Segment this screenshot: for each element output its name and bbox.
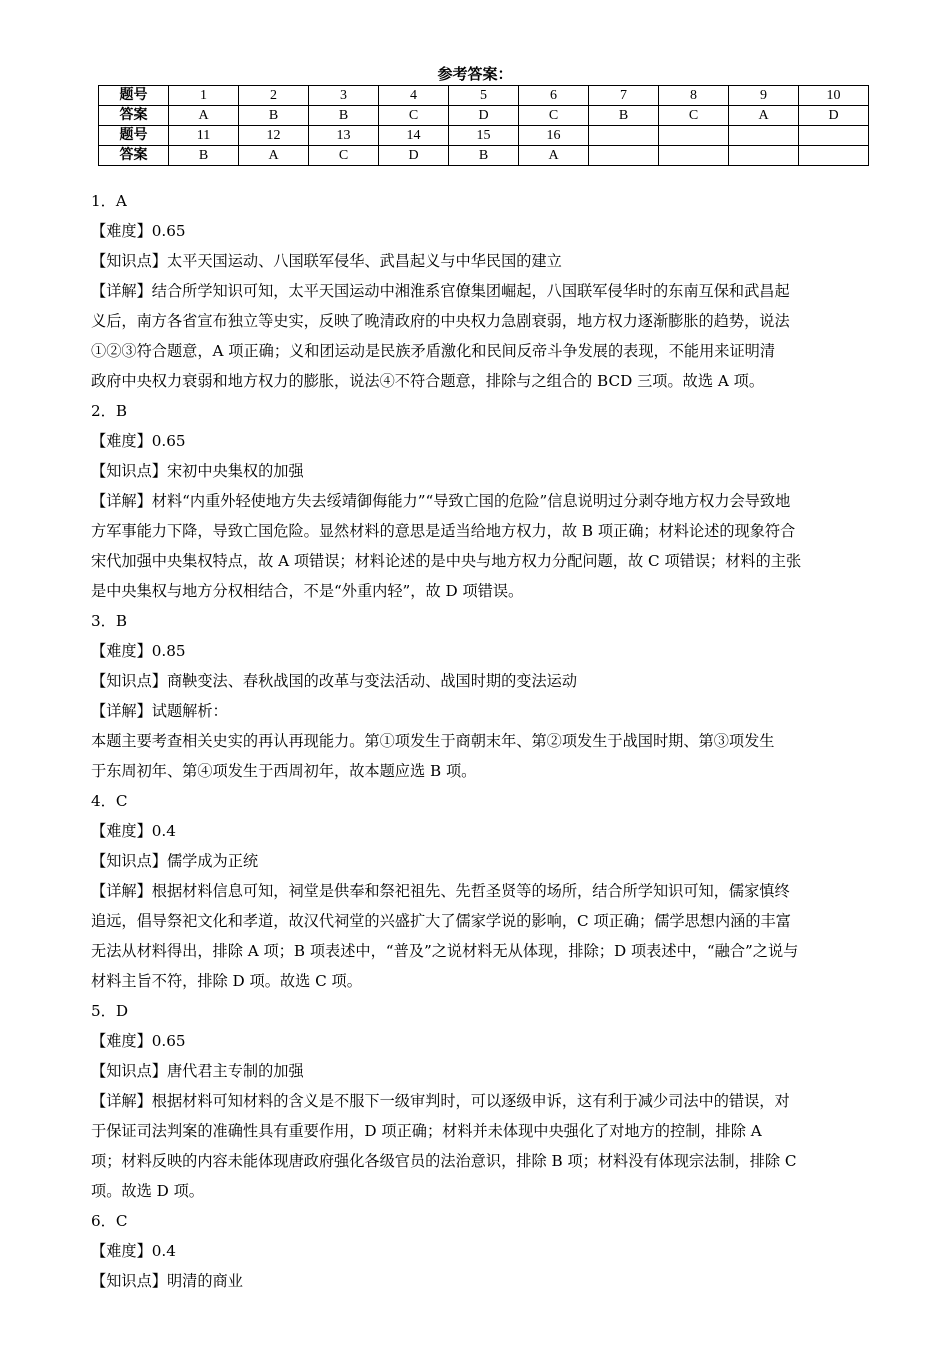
- answer-cell: 3: [309, 86, 379, 106]
- knowledge-point: 【知识点】太平天国运动、八国联军侵华、武昌起义与中华民国的建立: [91, 252, 562, 270]
- page-title: 参考答案：: [437, 65, 513, 83]
- question-block: [91, 396, 863, 606]
- answer-cell: A: [729, 106, 799, 126]
- answer-cell: 8: [659, 86, 729, 106]
- detail-line: 义后，南方各省宣布独立等史实，反映了晚清政府的中央权力急剧衰弱，地方权力逐渐膨胀的趋势，说法: [91, 312, 790, 330]
- detail-line: 是中央集权与地方分权相结合，不是“外重内轻”，故 D 项错误。: [91, 582, 524, 600]
- answer-cell: 6: [519, 86, 589, 106]
- answer-cell: 14: [379, 126, 449, 146]
- question-block: [91, 606, 863, 786]
- answer-cell: B: [239, 106, 309, 126]
- detail-line: 追远，倡导祭祀文化和孝道，故汉代祠堂的兴盛扩大了儒家学说的影响，C 项正确；儒学思想内涵的丰富: [91, 912, 791, 930]
- detail-line: 无法从材料得出，排除 A 项；B 项表述中，“普及”之说材料无从体现，排除；D 项表述中，“融合”之说与: [91, 942, 799, 960]
- question-number: 5．D: [91, 1002, 129, 1020]
- detail-line: 项。故选 D 项。: [91, 1182, 204, 1200]
- knowledge-point: 【知识点】明清的商业: [91, 1272, 243, 1290]
- answer-cell: [729, 146, 799, 166]
- answer-cell: D: [449, 106, 519, 126]
- answer-table: [98, 85, 869, 166]
- difficulty: 【难度】0.4: [91, 822, 176, 840]
- detail-line: 【详解】材料“内重外轻使地方失去绥靖御侮能力”“导致亡国的危险”信息说明过分剥夺地方权力会导致地: [91, 492, 791, 510]
- question-block: [91, 1206, 863, 1296]
- answer-cell: 16: [519, 126, 589, 146]
- row-header: 题号: [99, 86, 169, 106]
- answer-cell: 9: [729, 86, 799, 106]
- detail-line: 本题主要考查相关史实的再认再现能力。第①项发生于商朝末年、第②项发生于战国时期、第③项发生: [91, 732, 775, 750]
- answer-table-row: [99, 146, 869, 166]
- detail-line: 材料主旨不符，排除 D 项。故选 C 项。: [91, 972, 362, 990]
- answer-cell: A: [169, 106, 239, 126]
- detail-line: 项；材料反映的内容未能体现唐政府强化各级官员的法治意识，排除 B 项；材料没有体现宗法制，排除 C: [91, 1152, 797, 1170]
- answer-table-row: [99, 106, 869, 126]
- question-number: 1．A: [91, 192, 127, 210]
- knowledge-point: 【知识点】唐代君主专制的加强: [91, 1062, 304, 1080]
- answer-cell: C: [519, 106, 589, 126]
- answer-table-row: [99, 86, 869, 106]
- question-number: 4．C: [91, 792, 128, 810]
- answer-cell: C: [379, 106, 449, 126]
- answer-cell: [659, 146, 729, 166]
- answer-cell: [799, 126, 869, 146]
- question-number: 3．B: [91, 612, 128, 630]
- answer-cell: A: [239, 146, 309, 166]
- answer-cell: B: [589, 106, 659, 126]
- difficulty: 【难度】0.4: [91, 1242, 176, 1260]
- row-header: 题号: [99, 126, 169, 146]
- answer-cell: D: [799, 106, 869, 126]
- detail-line: 【详解】根据材料可知材料的含义是不服下一级审判时，可以逐级申诉，这有利于减少司法中的错误，对: [91, 1092, 790, 1110]
- answer-cell: B: [169, 146, 239, 166]
- question-number: 6．C: [91, 1212, 128, 1230]
- answer-cell: 12: [239, 126, 309, 146]
- answer-cell: 15: [449, 126, 519, 146]
- answer-cell: [799, 146, 869, 166]
- difficulty: 【难度】0.65: [91, 222, 186, 240]
- knowledge-point: 【知识点】儒学成为正统: [91, 852, 259, 870]
- answer-cell: 11: [169, 126, 239, 146]
- answer-cell: [729, 126, 799, 146]
- answer-cell: 10: [799, 86, 869, 106]
- answer-cell: D: [379, 146, 449, 166]
- answer-cell: 7: [589, 86, 659, 106]
- answer-cell: C: [659, 106, 729, 126]
- question-number: 2．B: [91, 402, 128, 420]
- question-block: [91, 996, 863, 1206]
- answer-cell: [589, 126, 659, 146]
- answer-cell: [659, 126, 729, 146]
- difficulty: 【难度】0.85: [91, 642, 186, 660]
- detail-line: ①②③符合题意，A 项正确；义和团运动是民族矛盾激化和民间反帝斗争发展的表现，不能用来证明清: [91, 342, 776, 360]
- question-block: [91, 186, 863, 396]
- detail-line: 【详解】试题解析：: [91, 702, 228, 720]
- answer-cell: C: [309, 146, 379, 166]
- difficulty: 【难度】0.65: [91, 432, 186, 450]
- difficulty: 【难度】0.65: [91, 1032, 186, 1050]
- answer-cell: B: [449, 146, 519, 166]
- answer-cell: 1: [169, 86, 239, 106]
- knowledge-point: 【知识点】商鞅变法、春秋战国的改革与变法活动、战国时期的变法运动: [91, 672, 577, 690]
- answer-cell: [589, 146, 659, 166]
- detail-line: 【详解】根据材料信息可知，祠堂是供奉和祭祀祖先、先哲圣贤等的场所，结合所学知识可知，儒家慎终: [91, 882, 790, 900]
- detail-line: 方军事能力下降，导致亡国危险。显然材料的意思是适当给地方权力，故 B 项正确；材料论述的现象符合: [91, 522, 796, 540]
- explanations: [91, 186, 863, 1296]
- answer-cell: B: [309, 106, 379, 126]
- detail-line: 于保证司法判案的准确性具有重要作用，D 项正确；材料并未体现中央强化了对地方的控制，排除 A: [91, 1122, 762, 1140]
- answer-cell: 13: [309, 126, 379, 146]
- row-header: 答案: [99, 106, 169, 126]
- row-header: 答案: [99, 146, 169, 166]
- answer-cell: 4: [379, 86, 449, 106]
- answer-cell: 2: [239, 86, 309, 106]
- answer-cell: A: [519, 146, 589, 166]
- detail-line: 于东周初年、第④项发生于西周初年，故本题应选 B 项。: [91, 762, 477, 780]
- detail-line: 【详解】结合所学知识可知，太平天国运动中湘淮系官僚集团崛起，八国联军侵华时的东南互保和武昌起: [91, 282, 790, 300]
- detail-line: 宋代加强中央集权特点，故 A 项错误；材料论述的是中央与地方权力分配问题，故 C 项错误；材料的主张: [91, 552, 802, 570]
- question-block: [91, 786, 863, 996]
- answer-cell: 5: [449, 86, 519, 106]
- answer-table-row: [99, 126, 869, 146]
- knowledge-point: 【知识点】宋初中央集权的加强: [91, 462, 304, 480]
- detail-line: 政府中央权力衰弱和地方权力的膨胀，说法④不符合题意，排除与之组合的 BCD 三项。故选 A 项。: [91, 372, 765, 390]
